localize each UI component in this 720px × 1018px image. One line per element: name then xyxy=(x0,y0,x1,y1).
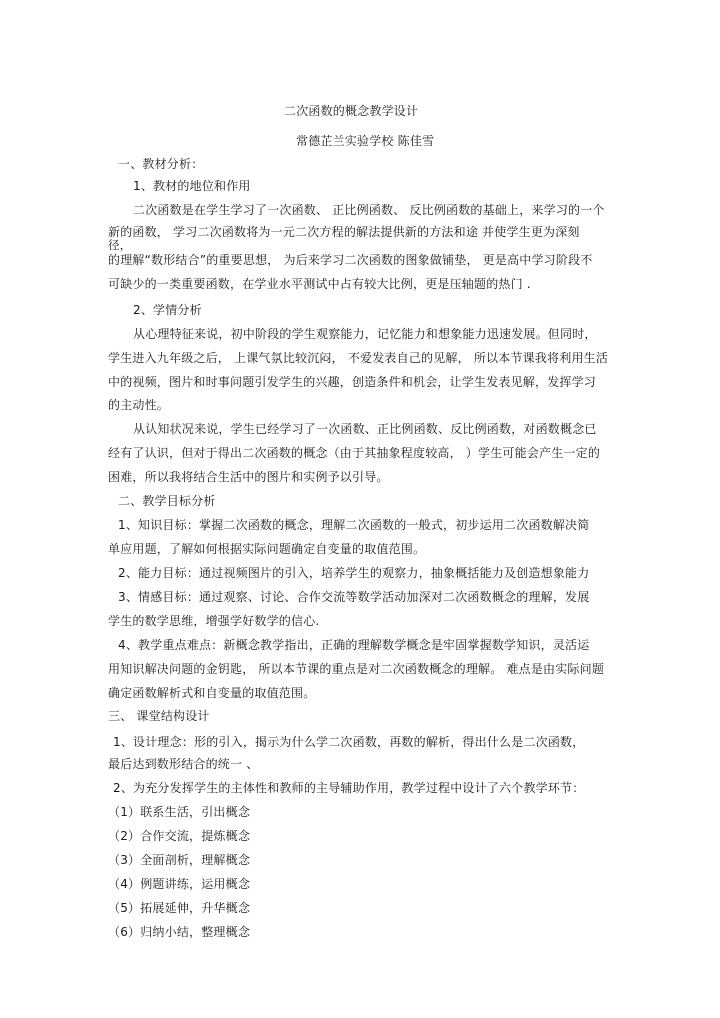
list-item: （5）拓展延伸，升华概念 xyxy=(108,901,251,915)
paragraph-line: 单应用题，了解如何根据实际问题确定自变量的取值范围。 xyxy=(108,542,426,556)
author-line: 常德芷兰实验学校 陈佳雪 xyxy=(296,134,435,148)
section-heading: 三、 课堂结构设计 xyxy=(108,709,210,723)
paragraph-line: 4、教学重点难点：新概念教学指出，正确的理解数学概念是牢固掌握数学知识，灵活运 xyxy=(118,638,590,652)
paragraph-line: 可缺少的一类重要函数，在学业水平测试中占有较大比例，更是压轴题的热门 . xyxy=(108,277,531,291)
paragraph-line: 最后达到数形结合的统一 、 xyxy=(108,757,259,771)
paragraph-line: 从认知状况来说，学生已经学习了一次函数、正比例函数、反比例函数，对函数概念已 xyxy=(133,422,597,436)
paragraph-line: 确定函数解析式和自变量的取值范围。 xyxy=(108,686,316,700)
list-item: （2）合作交流，提炼概念 xyxy=(108,829,251,843)
paragraph-line: 经有了认识，但对于得出二次函数的概念（由于其抽象程度较高， ）学生可能会产生一定的 xyxy=(108,446,601,460)
paragraph-line: 1、知识目标：掌握二次函数的概念，理解二次函数的一般式，初步运用二次函数解决简 xyxy=(118,518,590,532)
paragraph-line: 中的视频，图片和时事问题引发学生的兴趣，创造条件和机会，让学生发表见解，发挥学习 xyxy=(108,375,597,389)
section-heading: 二、教学目标分析 xyxy=(118,494,216,508)
paragraph-line: 2、为充分发挥学生的主体性和教师的主导辅助作用，教学过程中设计了六个教学环节： xyxy=(113,781,585,795)
paragraph-line: 1、设计理念：形的引入，揭示为什么学二次函数，再数的解析，得出什么是二次函数， xyxy=(113,735,585,749)
subsection-heading: 2、学情分析 xyxy=(133,303,202,317)
list-item: （3）全面剖析，理解概念 xyxy=(108,853,251,867)
paragraph-line: 用知识解决问题的金钥匙， 所以本节课的重点是对二次函数概念的理解。 难点是由实际问题 xyxy=(108,662,605,676)
paragraph-line: 径， xyxy=(108,238,132,252)
paragraph-line: 学生进入九年级之后， 上课气氛比较沉闷， 不爱发表自己的见解， 所以本节课我将利用生活 xyxy=(108,351,609,365)
subsection-heading: 1、教材的地位和作用 xyxy=(133,179,251,193)
paragraph-line: 的主动性。 xyxy=(108,398,170,412)
paragraph-line: 困难，所以我将结合生活中的图片和实例予以引导。 xyxy=(108,470,389,484)
list-item: （6）归纳小结，整理概念 xyxy=(108,925,251,939)
paragraph-line: 学生的数学思维，增强学好数学的信心. xyxy=(108,614,320,628)
paragraph-line: 新的函数， 学习二次函数将为一元二次方程的解法提供新的方法和途 并使学生更为深刻 xyxy=(108,225,580,239)
list-item: （4）例题讲练，运用概念 xyxy=(108,877,251,891)
paragraph-line: 的理解“数形结合”的重要思想， 为后来学习二次函数的图象做铺垫， 更是高中学习阶段不 xyxy=(108,253,593,267)
paragraph-line: 从心理特征来说，初中阶段的学生观察能力，记忆能力和想象能力迅速发展。但同时， xyxy=(133,327,597,341)
paragraph-line: 2、能力目标：通过视频图片的引入，培养学生的观察力，抽象概括能力及创造想象能力 xyxy=(118,566,590,580)
document-title: 二次函数的概念教学设计 xyxy=(284,104,419,118)
section-heading: 一、教材分析： xyxy=(118,157,204,171)
paragraph-line: 二次函数是在学生学习了一次函数、 正比例函数、 反比例函数的基础上，来学习的一个 xyxy=(133,203,605,217)
paragraph-line: 3、情感目标：通过观察、讨论、合作交流等数学活动加深对二次函数概念的理解，发展 xyxy=(118,590,590,604)
list-item: （1）联系生活，引出概念 xyxy=(108,805,251,819)
